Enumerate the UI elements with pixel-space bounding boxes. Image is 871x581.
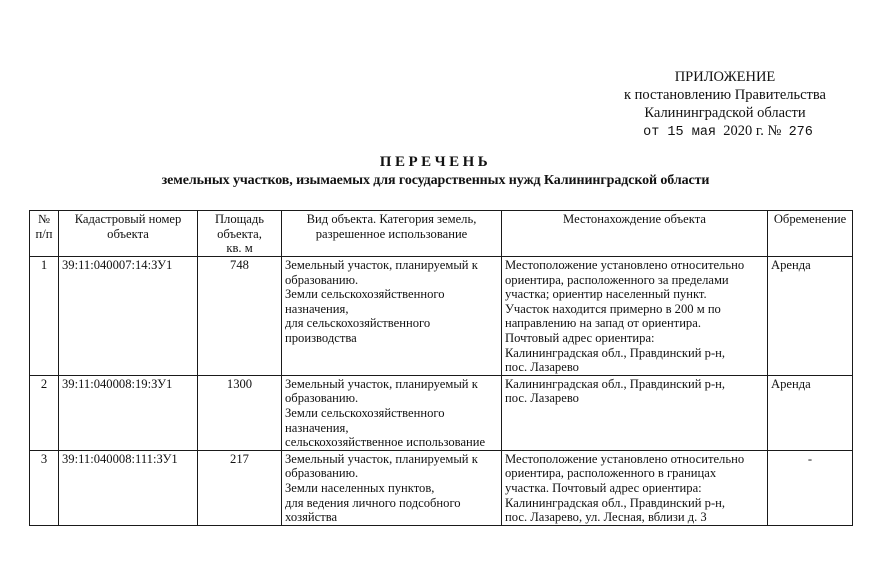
table-header-row bbox=[30, 211, 853, 257]
header-area bbox=[198, 211, 282, 257]
header-num-line: п/п bbox=[35, 226, 53, 241]
kind-line: для сельскохозяйственного bbox=[285, 316, 431, 331]
appendix-title: ПРИЛОЖЕНИЕ bbox=[674, 69, 776, 85]
kind-line: образованию. bbox=[285, 391, 359, 406]
kind-line: Земли населенных пунктов, bbox=[285, 480, 435, 495]
kind-line: Земельный участок, планируемый к bbox=[285, 376, 478, 391]
location-line: ориентира, расположенного за пределами bbox=[505, 272, 729, 287]
kind-line: производства bbox=[285, 330, 357, 345]
location-line: ориентира, расположенного в границах bbox=[505, 466, 717, 481]
cell-kind bbox=[282, 375, 502, 450]
appendix-number: 276 bbox=[788, 125, 813, 140]
appendix-year: 2020 г. № bbox=[723, 123, 782, 139]
header-num bbox=[30, 211, 59, 257]
table-row bbox=[30, 375, 853, 450]
header-cadastral-line: объекта bbox=[107, 226, 149, 241]
kind-line: Земельный участок, планируемый к bbox=[285, 258, 478, 272]
document-heading bbox=[0, 153, 871, 190]
appendix-line-1: к постановлению Правительства bbox=[624, 87, 826, 103]
location-line: направлению на запад от ориентира. bbox=[505, 316, 701, 331]
location-line: Местоположение установлено относительно bbox=[505, 258, 745, 272]
cell-location bbox=[502, 375, 768, 450]
header-kind-line: разрешенное использование bbox=[315, 226, 468, 241]
cell-location bbox=[502, 257, 768, 376]
location-line: участка. Почтовый адрес ориентира: bbox=[505, 480, 702, 495]
kind-line: образованию. bbox=[285, 466, 359, 481]
header-num-line: № bbox=[37, 212, 51, 226]
header-location bbox=[502, 211, 768, 257]
appendix-date: от 15 мая bbox=[643, 125, 717, 140]
kind-line: для ведения личного подсобного bbox=[285, 495, 461, 510]
header-cadastral-line: Кадастровый номер bbox=[74, 212, 182, 226]
header-kind-line: Вид объекта. Категория земель, bbox=[306, 212, 477, 226]
document-subtitle: земельных участков, изымаемых для государственных нужд Калининградской области bbox=[161, 173, 710, 188]
appendix-header bbox=[590, 68, 860, 142]
kind-line: Земли сельскохозяйственного bbox=[285, 287, 445, 302]
cell-location bbox=[502, 450, 768, 525]
kind-line: хозяйства bbox=[285, 510, 338, 525]
cell-cadastral: 39:11:040007:14:ЗУ1 bbox=[59, 257, 198, 376]
kind-line: сельскохозяйственное использование bbox=[285, 435, 486, 450]
cell-num: 2 bbox=[30, 375, 59, 450]
cell-area: 217 bbox=[198, 450, 282, 525]
location-line: участка; ориентир населенный пункт. bbox=[505, 287, 707, 302]
location-line: Калининградская обл., Правдинский р-н, bbox=[505, 376, 726, 391]
location-line: пос. Лазарево bbox=[505, 391, 579, 406]
appendix-date-line bbox=[593, 122, 863, 142]
header-kind bbox=[282, 211, 502, 257]
header-encumbrance-line: Обременение bbox=[773, 212, 847, 226]
cell-area: 748 bbox=[198, 257, 282, 376]
kind-line: назначения, bbox=[285, 301, 349, 316]
kind-line: назначения, bbox=[285, 420, 349, 435]
location-line: Почтовый адрес ориентира: bbox=[505, 330, 655, 345]
header-cadastral bbox=[59, 211, 198, 257]
header-area-line: кв. м bbox=[226, 241, 253, 256]
header-location-line: Местонахождение объекта bbox=[563, 212, 706, 226]
location-line: Калининградская обл., Правдинский р-н, bbox=[505, 495, 726, 510]
kind-line: Земельный участок, планируемый к bbox=[285, 451, 478, 466]
cell-area: 1300 bbox=[198, 375, 282, 450]
kind-line: образованию. bbox=[285, 272, 359, 287]
location-line: Участок находится примерно в 200 м по bbox=[505, 301, 721, 316]
location-line: пос. Лазарево bbox=[505, 360, 579, 375]
header-area-line: Площадь bbox=[214, 212, 265, 226]
table-row bbox=[30, 257, 853, 376]
header-encumbrance bbox=[768, 211, 853, 257]
header-area-line: объекта, bbox=[217, 226, 262, 241]
kind-line: Земли сельскохозяйственного bbox=[285, 405, 445, 420]
appendix-line-2: Калининградской области bbox=[644, 105, 806, 121]
location-line: Местоположение установлено относительно bbox=[505, 451, 745, 466]
document-title: ПЕРЕЧЕНЬ bbox=[379, 154, 492, 170]
cell-cadastral: 39:11:040008:19:ЗУ1 bbox=[59, 375, 198, 450]
cell-cadastral: 39:11:040008:111:ЗУ1 bbox=[59, 450, 198, 525]
cell-encumbrance: Аренда bbox=[768, 257, 853, 376]
cell-kind bbox=[282, 450, 502, 525]
cell-num: 3 bbox=[30, 450, 59, 525]
cell-encumbrance: Аренда bbox=[768, 375, 853, 450]
land-plots-table bbox=[29, 210, 853, 526]
cell-encumbrance: - bbox=[768, 450, 853, 525]
cell-num: 1 bbox=[30, 257, 59, 376]
location-line: пос. Лазарево, ул. Лесная, вблизи д. 3 bbox=[505, 510, 707, 525]
cell-kind bbox=[282, 257, 502, 376]
location-line: Калининградская обл., Правдинский р-н, bbox=[505, 345, 726, 360]
table-row bbox=[30, 450, 853, 525]
